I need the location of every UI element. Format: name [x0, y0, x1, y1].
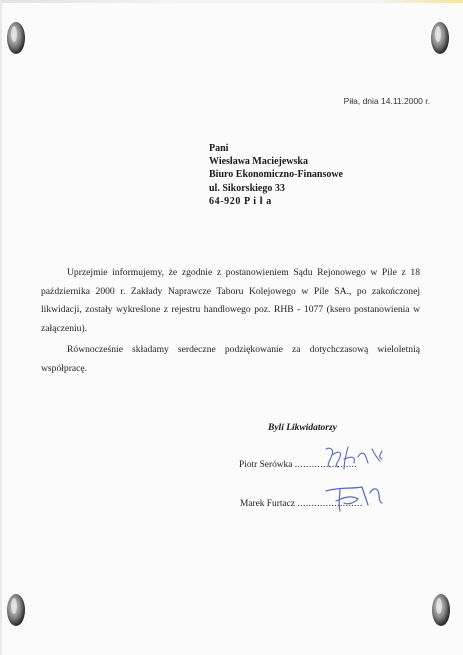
signer-2-name: Marek Furtacz — [240, 499, 295, 509]
recipient-street: ul. Sikorskiego 33 — [209, 182, 285, 194]
signature-block-title: Byli Likwidatorzy — [268, 423, 337, 433]
binder-hole-icon — [3, 18, 29, 58]
binder-hole-icon — [427, 18, 453, 58]
body-paragraph-2: Równocześnie składamy serdeczne podziękowanie za dotychczasową wieloletnią współpracę. — [41, 343, 420, 374]
recipient-address — [209, 142, 343, 208]
body-paragraph-1: Uprzejmie informujemy, że zgodnie z postanowieniem Sądu Rejonowego w Pile z 18 października 2000 r. Zakłady Naprawcze Taboru Kolejowego w Pile SA., po zakończonej likwidacji, zostały wykreślone z rejestru handlowego poz. RHB - 1077 (ksero postanowienia w załączeniu). — [41, 267, 420, 335]
binder-hole-icon — [428, 590, 454, 630]
date-line: Piła, dnia 14.11.2000 r. — [343, 96, 430, 106]
page-left-edge — [0, 0, 2, 655]
binder-hole-icon — [3, 590, 29, 630]
signer-2-signature-line: ....................... — [297, 499, 363, 509]
page-top-edge — [0, 0, 463, 3]
letter-body — [41, 264, 420, 378]
recipient-department: Biuro Ekonomiczno-Finansowe — [209, 169, 343, 181]
recipient-name: Wiesława Maciejewska — [209, 156, 308, 168]
signer-1-name: Piotr Serówka — [239, 460, 293, 470]
signature-1-icon — [320, 443, 392, 473]
recipient-city: 64-920 P i ł a — [209, 195, 272, 207]
signature-2-icon — [318, 481, 390, 515]
recipient-salutation: Pani — [209, 143, 229, 154]
signer-1-signature-line: ...................... — [294, 460, 358, 470]
